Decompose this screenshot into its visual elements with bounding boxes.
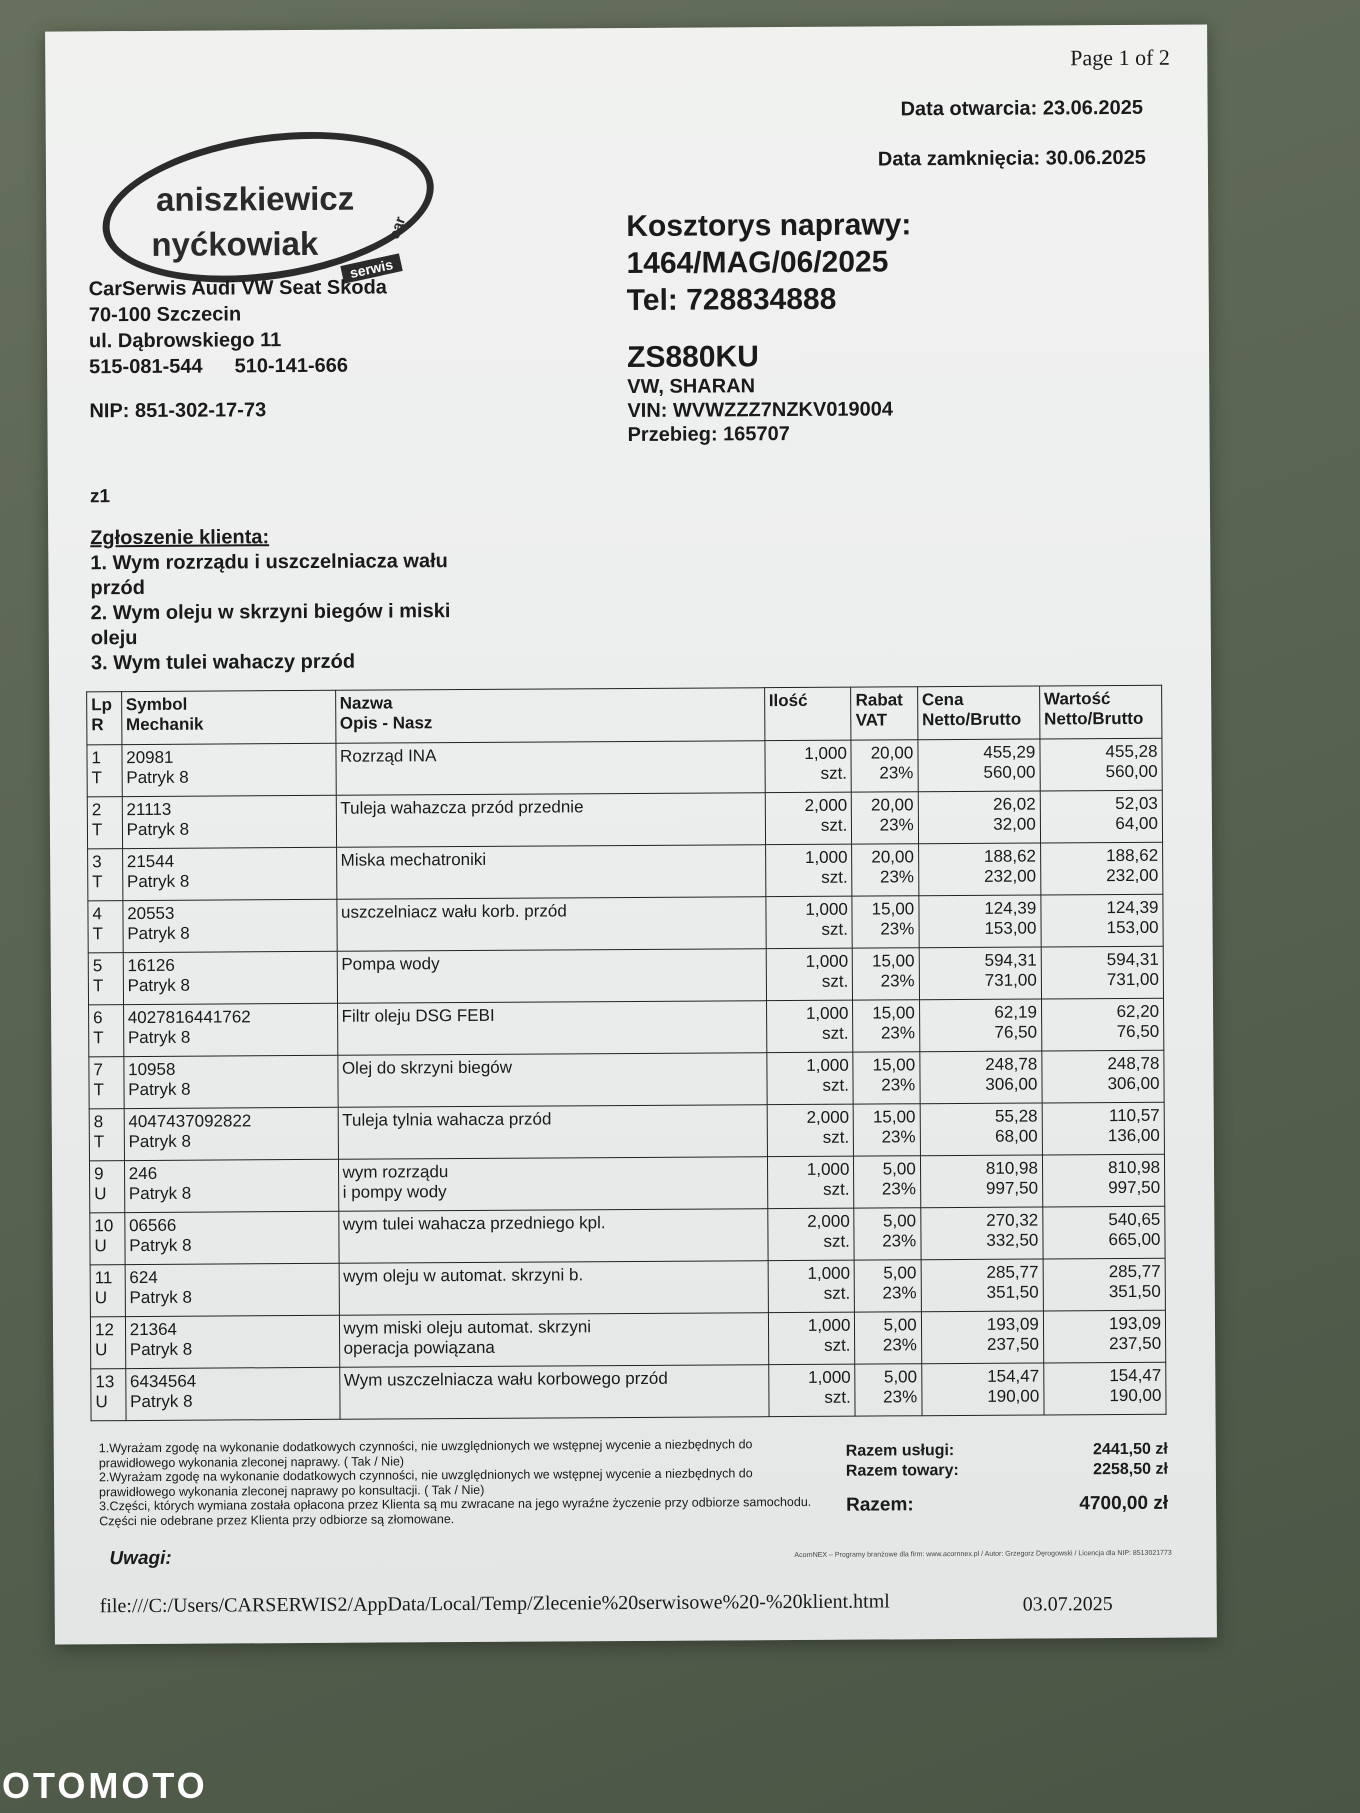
cell-discount: 15,00 23% (853, 948, 920, 1000)
cell-price: 26,02 32,00 (918, 791, 1040, 844)
request-item-3: 3. Wym tulei wahaczy przód (90, 650, 356, 675)
estimate-tel: Tel: 728834888 (626, 282, 837, 318)
cell-qty: 1,000 szt. (766, 948, 853, 1001)
cell-price: 594,31 731,00 (919, 947, 1041, 1000)
table-row (87, 738, 1162, 797)
cell-discount: 15,00 23% (853, 1052, 920, 1104)
cell-qty: 1,000 szt. (765, 740, 852, 793)
grand-total: Razem: 4700,00 zł (846, 1492, 1169, 1516)
table-row (89, 1050, 1164, 1109)
cell-symbol: 6434564 Patryk 8 (125, 1367, 339, 1420)
cell-symbol: 4047437092822 Patryk 8 (124, 1107, 338, 1160)
table-row (88, 946, 1163, 1005)
cell-value: 110,57 136,00 (1042, 1102, 1164, 1155)
cell-name: Pompa wody (337, 949, 766, 1004)
note-3: 3.Części, których wymiana została opłacona przez Klienta są mu zwracane na jego wyraźne życzenie przy odbiorze samochodu. Części nie odebrane przez Klienta przy odbiorze są złomowane. (99, 1494, 812, 1528)
cell-symbol: 10958 Patryk 8 (124, 1055, 338, 1108)
cell-discount: 20,00 23% (852, 792, 919, 844)
cell-name: Miska mechatroniki (336, 845, 765, 900)
cell-lp: 13 U (91, 1369, 126, 1421)
cell-lp: 10 U (90, 1213, 125, 1265)
cell-value: 594,31 731,00 (1041, 946, 1163, 999)
cell-value: 193,09 237,50 (1043, 1310, 1165, 1363)
company-phones (89, 352, 387, 380)
cell-qty: 2,000 szt. (767, 1208, 854, 1261)
header-lp: Lp R (87, 692, 122, 745)
table-row (90, 1258, 1165, 1317)
request-item-1: 1. Wym rozrządu i uszczelniacza wału przód (90, 550, 448, 600)
cell-symbol: 4027816441762 Patryk 8 (123, 1003, 337, 1056)
cell-lp: 5 T (88, 953, 123, 1005)
cell-symbol: 20553 Patryk 8 (123, 899, 337, 952)
cell-name: wym oleju w automat. skrzyni b. (339, 1261, 768, 1316)
cell-qty: 1,000 szt. (765, 844, 852, 897)
cell-lp: 7 T (89, 1057, 124, 1109)
request-item-2: 2. Wym oleju w skrzyni biegów i miski oleju (90, 600, 451, 650)
cell-qty: 1,000 szt. (768, 1260, 855, 1313)
cell-price: 62,19 76,50 (919, 999, 1041, 1052)
table-row (91, 1362, 1166, 1421)
cell-value: 455,28 560,00 (1040, 738, 1162, 791)
logo-serwis: serwis (340, 253, 402, 283)
cell-name: wym rozrządu i pompy wody (338, 1157, 767, 1212)
cell-price: 124,39 153,00 (919, 895, 1041, 948)
cell-name: Wym uszczelniacza wału korbowego przód (339, 1365, 768, 1420)
cell-discount: 20,00 23% (852, 844, 919, 896)
cell-name: Olej do skrzyni biegów (337, 1053, 766, 1108)
cell-discount: 15,00 23% (854, 1104, 921, 1156)
cell-discount: 5,00 23% (854, 1208, 921, 1260)
cell-name: Rozrząd INA (335, 741, 764, 796)
table-row (89, 998, 1164, 1057)
company-name: CarSerwis Audi VW Seat Skoda (88, 276, 387, 301)
cell-symbol: 21113 Patryk 8 (122, 795, 336, 848)
header-discount: Rabat VAT (851, 687, 918, 740)
cell-lp: 8 T (89, 1109, 124, 1161)
cell-price: 285,77 351,50 (921, 1259, 1043, 1312)
cell-lp: 9 U (89, 1161, 124, 1213)
cell-qty: 1,000 szt. (768, 1312, 855, 1365)
company-phone-2: 510-141-666 (234, 354, 349, 378)
note-1: 1.Wyrażam zgodę na wykonanie dodatkowych czynności, nie uwzględnionych we wstępnej wycenie a niezbędnych do prawidłowego wykonania zleconej naprawy. ( Tak / Nie) (98, 1437, 753, 1470)
cell-value: 248,78 306,00 (1042, 1050, 1164, 1103)
cell-value: 188,62 232,00 (1040, 842, 1162, 895)
note-2: 2.Wyrażam zgodę na wykonanie dodatkowych czynności, nie uwzględnionych we wstępnej wycenie a niezbędnych do prawidłowego wykonania zleconej naprawy po konsultacji. ( Tak / Nie) (98, 1466, 753, 1499)
cell-lp: 4 T (88, 901, 123, 953)
cell-discount: 5,00 23% (855, 1312, 922, 1364)
cell-discount: 5,00 23% (854, 1260, 921, 1312)
vehicle-mileage: Przebieg: 165707 (627, 423, 790, 447)
vehicle-plate: ZS880KU (626, 340, 759, 375)
totals-block (846, 1440, 1168, 1516)
document-page (45, 24, 1217, 1644)
header-symbol: Symbol Mechanik (121, 690, 335, 744)
cell-name: uszczelniacz wału korb. przód (336, 897, 765, 952)
cell-qty: 1,000 szt. (766, 1000, 853, 1053)
cell-discount: 15,00 23% (852, 896, 919, 948)
table-row (88, 894, 1163, 953)
cell-price: 270,32 332,50 (921, 1207, 1043, 1260)
z1-label: z1 (89, 486, 111, 508)
logo-car: car (385, 214, 410, 242)
cell-price: 455,29 560,00 (918, 739, 1040, 792)
cell-lp: 3 T (88, 849, 123, 901)
cell-symbol: 20981 Patryk 8 (122, 743, 336, 796)
cell-qty: 2,000 szt. (765, 792, 852, 845)
cell-qty: 1,000 szt. (765, 896, 852, 949)
company-nip: NIP: 851-302-17-73 (89, 399, 267, 423)
header-value: Wartość Netto/Brutto (1039, 685, 1161, 739)
estimate-block (626, 206, 913, 447)
vehicle-vin: VIN: WVWZZZ7NZKV019004 (627, 398, 894, 423)
company-city: 70-100 Szczecin (88, 303, 242, 327)
cell-price: 193,09 237,50 (921, 1311, 1043, 1364)
footer-path: file:///C:/Users/CARSERWIS2/AppData/Local/Temp/Zlecenie%20serwisowe%20-%20klient.html (99, 1590, 890, 1618)
cell-qty: 1,000 szt. (768, 1364, 855, 1417)
company-phone-1: 515-081-544 (89, 355, 203, 379)
cell-discount: 5,00 23% (854, 1156, 921, 1208)
otomoto-watermark: OTOMOTO (2, 1765, 208, 1806)
company-street: ul. Dąbrowskiego 11 (88, 329, 282, 353)
table-header-row (87, 685, 1162, 745)
table-row (88, 842, 1163, 901)
cell-qty: 1,000 szt. (767, 1156, 854, 1209)
cell-discount: 5,00 23% (855, 1364, 922, 1416)
estimate-number: 1464/MAG/06/2025 (626, 245, 889, 281)
cell-value: 285,77 351,50 (1043, 1258, 1165, 1311)
cell-lp: 12 U (90, 1317, 125, 1369)
cell-symbol: 16126 Patryk 8 (123, 951, 337, 1004)
table-row (89, 1102, 1164, 1161)
table-row (90, 1310, 1165, 1369)
cell-discount: 15,00 23% (853, 1000, 920, 1052)
estimate-title: Kosztorys naprawy: (626, 208, 912, 244)
client-request (90, 524, 501, 677)
cell-value: 124,39 153,00 (1041, 894, 1163, 947)
request-title: Zgłoszenie klienta: (90, 526, 270, 550)
cell-discount: 20,00 23% (851, 740, 918, 792)
cell-price: 55,28 68,00 (920, 1103, 1042, 1156)
cell-symbol: 21364 Patryk 8 (125, 1315, 339, 1368)
footer-date: 03.07.2025 (1022, 1593, 1113, 1616)
services-total: Razem usługi: 2441,50 zł (845, 1440, 1168, 1460)
cell-price: 188,62 232,00 (918, 843, 1040, 896)
open-date: Data otwarcia: 23.06.2025 (900, 96, 1144, 121)
cell-symbol: 21544 Patryk 8 (122, 847, 336, 900)
software-note: AcornNEX – Programy branżowe dla firm: www.acornnex.pl / Autor: Grzegorz Dęrogowski / Licencja dla NIP: 8513021773 (794, 1549, 1172, 1560)
close-date: Data zamknięcia: 30.06.2025 (877, 146, 1146, 171)
cell-name: Tuleja wahazcza przód przednie (336, 793, 765, 848)
cell-name: Tuleja tylnia wahacza przód (338, 1105, 767, 1160)
table-row (89, 1154, 1164, 1213)
header-price: Cena Netto/Brutto (917, 686, 1039, 740)
page-number: Page 1 of 2 (1070, 44, 1170, 71)
table-row (87, 790, 1162, 849)
cell-name: wym miski oleju automat. skrzyni operacja powiązana (339, 1313, 768, 1368)
cell-value: 154,47 190,00 (1044, 1362, 1166, 1415)
cell-lp: 2 T (87, 797, 122, 849)
cell-symbol: 06566 Patryk 8 (124, 1211, 338, 1264)
table-body (87, 738, 1166, 1421)
logo-line2: nyćkowiak (151, 224, 319, 263)
vehicle-model: VW, SHARAN (627, 375, 756, 399)
cell-price: 810,98 997,50 (920, 1155, 1042, 1208)
cell-price: 154,47 190,00 (921, 1363, 1043, 1416)
cell-lp: 11 U (90, 1265, 125, 1317)
cell-name: Filtr oleju DSG FEBI (337, 1001, 766, 1056)
cell-value: 52,03 64,00 (1040, 790, 1162, 843)
cell-lp: 6 T (89, 1005, 124, 1057)
cell-symbol: 246 Patryk 8 (124, 1159, 338, 1212)
header-name: Nazwa Opis - Nasz (335, 688, 764, 744)
header-qty: Ilość (764, 687, 851, 741)
logo-line1: aniszkiewicz (155, 179, 355, 218)
cell-value: 810,98 997,50 (1042, 1154, 1164, 1207)
cell-qty: 2,000 szt. (767, 1104, 854, 1157)
consent-notes (99, 1437, 830, 1528)
cell-qty: 1,000 szt. (766, 1052, 853, 1105)
company-info (89, 274, 388, 424)
cell-name: wym tulei wahacza przedniego kpl. (338, 1209, 767, 1264)
cell-lp: 1 T (87, 745, 122, 797)
cell-value: 540,65 665,00 (1043, 1206, 1165, 1259)
goods-total: Razem towary: 2258,50 zł (845, 1460, 1168, 1480)
items-table (86, 685, 1166, 1422)
company-logo (101, 114, 432, 286)
table-row (90, 1206, 1165, 1265)
cell-value: 62,20 76,50 (1041, 998, 1163, 1051)
cell-price: 248,78 306,00 (920, 1051, 1042, 1104)
remarks-label: Uwagi: (109, 1547, 172, 1570)
cell-symbol: 624 Patryk 8 (125, 1263, 339, 1316)
